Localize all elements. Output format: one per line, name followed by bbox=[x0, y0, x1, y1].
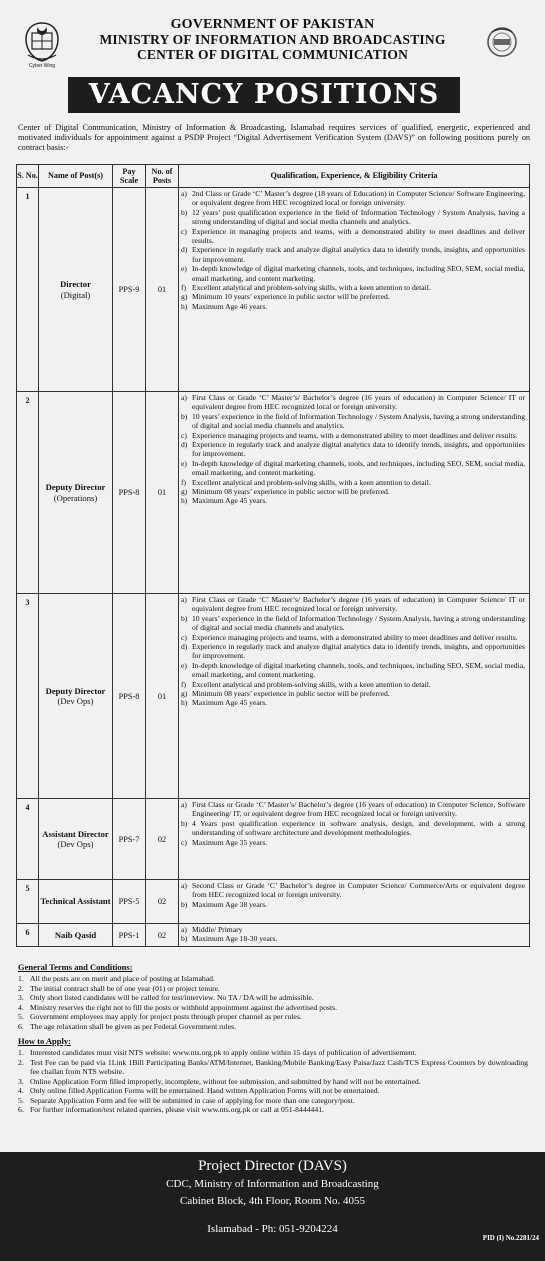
list-item: 2. Test Fee can be paid via 1Link 1Bill Participating Banks/ATM/Internet, Banking/Mobile Banking/Easy Paisa/Jazz Cash/TCS Express Counters by downloading fee challan from NTS website. bbox=[18, 1057, 528, 1076]
criteria-text: Experience in regularly track and analyze digital analytics data to identify trends, insights, and opportunities for improvement. bbox=[192, 245, 525, 264]
list-item-text: All the posts are on merit and place of posting at Islamabad. bbox=[30, 974, 215, 983]
list-item-text: Ministry reserves the right not to fill the posts or withhold appointment against the advertised posts. bbox=[30, 1002, 338, 1012]
criteria-text: Minimum 08 years’ experience in public sector will be preferred. bbox=[192, 487, 390, 497]
criteria-item bbox=[181, 642, 525, 661]
criteria-text: 4 Years post qualification experience in software analysis, design, and development, with a strong understanding of software architecture and development methodologies. bbox=[192, 818, 525, 838]
criteria-item bbox=[181, 614, 525, 633]
post-subtitle: (Dev Ops) bbox=[57, 839, 94, 849]
vacancy-table bbox=[16, 164, 530, 947]
table-row bbox=[17, 594, 530, 799]
serial-number: 2 bbox=[17, 392, 39, 594]
criteria-marker: g) bbox=[181, 487, 188, 497]
list-item-text: Only online filled Application Forms will be entertained. Hand written Application Forms will not be entertained. bbox=[30, 1086, 380, 1095]
terms-title: General Terms and Conditions: bbox=[18, 962, 133, 972]
criteria-marker: b) bbox=[181, 207, 188, 217]
criteria-item bbox=[181, 680, 525, 689]
terms-list bbox=[18, 974, 528, 1031]
criteria-item bbox=[181, 496, 525, 505]
criteria-text: Minimum 08 years’ experience in public sector will be preferred. bbox=[192, 689, 390, 699]
criteria-text: In-depth knowledge of digital marketing channels, tools, and techniques, including SEO, SEM, social media, email marketing, and content marketing. bbox=[192, 264, 525, 283]
vacancy-table-body bbox=[17, 188, 530, 947]
criteria-marker: a) bbox=[181, 393, 187, 402]
criteria-text: Experience managing projects and teams, with a demonstrated ability to meet deadlines and deliver results. bbox=[192, 632, 518, 642]
footer-line-2: Cabinet Block, 4th Floor, Room No. 4055 bbox=[179, 1195, 366, 1207]
criteria-item bbox=[181, 412, 525, 431]
criteria-marker: e) bbox=[181, 264, 187, 274]
post-name-cell bbox=[39, 799, 113, 880]
post-name-cell bbox=[39, 392, 113, 594]
post-subtitle: (Operations) bbox=[53, 492, 98, 503]
criteria-item bbox=[181, 633, 525, 642]
criteria-item bbox=[181, 487, 525, 496]
criteria-cell bbox=[179, 594, 530, 799]
criteria-text: Experience in regularly track and analyze digital analytics data to identify trends, insights, and opportunities for improvement. bbox=[192, 440, 525, 459]
criteria-item bbox=[181, 881, 525, 900]
header bbox=[0, 0, 545, 74]
criteria-text: Minimum 10 years’ experience in public sector will be preferred. bbox=[192, 292, 390, 302]
criteria-item bbox=[181, 393, 525, 412]
criteria-cell bbox=[179, 392, 530, 594]
pay-scale: PPS-8 bbox=[113, 594, 146, 799]
criteria-text: Experience in managing projects and teams, with a demonstrated ability to meet deadlines and deliver results. bbox=[192, 226, 525, 246]
criteria-item bbox=[181, 800, 525, 819]
criteria-item bbox=[181, 292, 525, 301]
criteria-item bbox=[181, 838, 525, 847]
serial-number: 4 bbox=[17, 799, 39, 880]
criteria-marker: d) bbox=[181, 245, 188, 255]
list-item-text: The initial contract shall be of one year (01) or project tenure. bbox=[30, 983, 220, 993]
col-header-scale: Pay Scale bbox=[113, 165, 146, 188]
criteria-text: Middle/ Primary bbox=[192, 925, 243, 934]
cdc-logo-icon bbox=[480, 26, 524, 58]
list-item: 5. Government employees may apply for project posts through proper channel as per rules. bbox=[18, 1012, 528, 1022]
criteria-item bbox=[181, 478, 525, 487]
criteria-text: 12 years’ post qualification experience in the field of Information Technology / System Analysis, having a strong understanding of digital and social media channels and analytics. bbox=[192, 207, 525, 227]
footer-line-1: CDC, Ministry of Information and Broadcasting bbox=[166, 1178, 379, 1190]
list-item-text: Test Fee can be paid via 1Link 1Bill Participating Banks/ATM/Internet, Banking/Mobile Banking/Easy Paisa/Jazz Cash/TCS Express Counters by downloading fee challan from NTS website. bbox=[30, 1057, 528, 1076]
list-item: 4. Ministry reserves the right not to fill the posts or withhold appointment against the advertised posts. bbox=[18, 1003, 528, 1013]
serial-number: 5 bbox=[17, 880, 39, 924]
pay-scale: PPS-8 bbox=[113, 392, 146, 594]
criteria-item bbox=[181, 440, 525, 459]
list-item-text: Separate Application Form and fee will be submitted in case of applying for more than one category/post. bbox=[30, 1095, 355, 1105]
criteria-marker: h) bbox=[181, 496, 188, 506]
criteria-marker: b) bbox=[181, 899, 188, 909]
criteria-item bbox=[181, 595, 525, 614]
list-item-text: For further information/test related queries, please visit www.nts.org.pk or call at 051-8444441. bbox=[30, 1105, 324, 1114]
criteria-text: Excellent analytical and problem-solving skills, with a keen attention to detail. bbox=[192, 477, 431, 487]
pay-scale: PPS-7 bbox=[113, 799, 146, 880]
number-of-posts: 01 bbox=[146, 392, 179, 594]
criteria-text: Maximum Age 18-30 years. bbox=[192, 934, 278, 944]
criteria-cell bbox=[179, 799, 530, 880]
apply-list bbox=[18, 1048, 528, 1115]
footer-line-3: Islamabad - Ph: 051-9204224 bbox=[207, 1223, 338, 1235]
criteria-text: Excellent analytical and problem-solving skills, with a keen attention to detail. bbox=[192, 283, 431, 293]
criteria-cell bbox=[179, 880, 530, 924]
criteria-marker: f) bbox=[181, 477, 187, 487]
contact-footer bbox=[0, 1152, 545, 1261]
criteria-marker: c) bbox=[181, 632, 187, 642]
post-title: Deputy Director bbox=[45, 685, 106, 696]
criteria-marker: b) bbox=[181, 818, 188, 828]
criteria-item bbox=[181, 689, 525, 698]
criteria-item bbox=[181, 900, 525, 909]
number-of-posts: 01 bbox=[146, 594, 179, 799]
header-line-3: CENTER OF DIGITAL COMMUNICATION bbox=[136, 47, 409, 62]
list-item: 4. Only online filled Application Forms will be entertained. Hand written Application Forms will not be entertained. bbox=[18, 1086, 528, 1096]
serial-number: 1 bbox=[17, 188, 39, 392]
list-item-text: Government employees may apply for project posts through proper channel as per rules. bbox=[30, 1012, 302, 1021]
criteria-marker: c) bbox=[181, 837, 187, 847]
pid-number: PID (I) No.2281/24 bbox=[482, 1234, 539, 1242]
pay-scale: PPS-1 bbox=[113, 924, 146, 947]
criteria-text: Maximum Age 38 years. bbox=[192, 899, 268, 909]
criteria-text: Excellent analytical and problem-solving skills, with a keen attention to detail. bbox=[192, 679, 431, 689]
list-item: 6. The age relaxation shall be given as per Federal Government rules. bbox=[18, 1022, 528, 1032]
cyber-wing-caption: Cyber Wing bbox=[28, 63, 56, 69]
criteria-text: In-depth knowledge of digital marketing channels, tools, and techniques, including SEO, SEM, social media, email marketing, and content marketing. bbox=[192, 660, 525, 680]
criteria-list bbox=[179, 924, 529, 944]
criteria-item bbox=[181, 189, 525, 208]
criteria-item bbox=[181, 819, 525, 838]
criteria-marker: h) bbox=[181, 301, 188, 311]
list-item: 5. Separate Application Form and fee will be submitted in case of applying for more than one category/post. bbox=[18, 1096, 528, 1106]
criteria-marker: f) bbox=[181, 283, 187, 293]
criteria-marker: g) bbox=[181, 689, 188, 699]
criteria-item bbox=[181, 431, 525, 440]
criteria-text: Experience in regularly track and analyze digital analytics data to identify trends, insights, and opportunities for improvement. bbox=[192, 642, 525, 661]
criteria-list bbox=[179, 392, 529, 506]
pay-scale: PPS-5 bbox=[113, 880, 146, 924]
criteria-marker: e) bbox=[181, 660, 187, 670]
intro-paragraph: Center of Digital Communication, Ministry of Information & Broadcasting, Islamabad requires services of qualified, energetic, experienced and motivated individuals for appointment against a PSDP Project “Digital Advertisement Verification System (DAVS)” on following positions purely on contract basis:- bbox=[18, 123, 530, 152]
list-item-text: The age relaxation shall be given as per Federal Government rules. bbox=[30, 1021, 236, 1031]
criteria-list bbox=[179, 799, 529, 847]
post-name-cell bbox=[39, 594, 113, 799]
criteria-text: 2nd Class or Grade ‘C’ Master’s degree (18 years of Education) in Computer Science/ Software Engineering, or equivalent degree from HEC recognized local or foreign university. bbox=[192, 189, 525, 208]
table-row bbox=[17, 880, 530, 924]
post-name-cell bbox=[39, 880, 113, 924]
serial-number: 3 bbox=[17, 594, 39, 799]
criteria-item bbox=[181, 698, 525, 707]
list-item-text: Online Application Form filled improperly, incomplete, without fee submission, and submitted by hand will not be entertained. bbox=[30, 1076, 421, 1086]
criteria-text: 10 years’ experience in the field of Information Technology / System Analysis, having a strong understanding of digital and social media channels and analytics. bbox=[192, 411, 525, 431]
criteria-text: Second Class or Grade ‘C’ Bachelor’s degree in Computer Science/ Commerce/Arts or equivalent degree from HEC recognized local or foreign university. bbox=[192, 881, 525, 900]
criteria-marker: a) bbox=[181, 925, 187, 934]
number-of-posts: 02 bbox=[146, 880, 179, 924]
criteria-item bbox=[181, 934, 525, 943]
criteria-list bbox=[179, 594, 529, 708]
criteria-item bbox=[181, 283, 525, 292]
list-item: 1. Interested candidates must visit NTS website: www.nts.org.pk to apply online within 15 days of publication of advertisement. bbox=[18, 1048, 528, 1058]
number-of-posts: 01 bbox=[146, 188, 179, 392]
criteria-marker: a) bbox=[181, 881, 187, 890]
criteria-text: Maximum Age 45 years. bbox=[192, 496, 268, 506]
criteria-item bbox=[181, 264, 525, 283]
criteria-item bbox=[181, 925, 525, 934]
post-title: Naib Qasid bbox=[54, 929, 97, 940]
criteria-marker: b) bbox=[181, 934, 188, 944]
criteria-marker: a) bbox=[181, 800, 187, 809]
criteria-text: First Class or Grade ‘C’ Master’s/ Bachelor’s degree (16 years of education) in Computer Science, Software Engineering/ IT, or equivalent degree from HEC recognized local or foreign university. bbox=[192, 800, 525, 819]
header-line-2: MINISTRY OF INFORMATION AND BROADCASTING bbox=[99, 32, 446, 47]
criteria-marker: d) bbox=[181, 440, 188, 450]
criteria-item bbox=[181, 227, 525, 246]
criteria-marker: a) bbox=[181, 595, 187, 604]
criteria-text: Maximum Age 35 years. bbox=[192, 837, 268, 847]
criteria-marker: d) bbox=[181, 642, 188, 652]
table-header-row bbox=[17, 165, 530, 188]
serial-number: 6 bbox=[17, 924, 39, 947]
post-name-cell bbox=[39, 924, 113, 947]
number-of-posts: 02 bbox=[146, 799, 179, 880]
criteria-list bbox=[179, 188, 529, 311]
post-title: Deputy Director bbox=[45, 482, 106, 492]
criteria-cell bbox=[179, 188, 530, 392]
list-item: 1. All the posts are on merit and place of posting at Islamabad. bbox=[18, 974, 528, 984]
post-subtitle: (Digital) bbox=[60, 289, 91, 300]
list-item: 3. Only short listed candidates will be called for test/interview. No TA / DA will be admissible. bbox=[18, 993, 528, 1003]
criteria-cell bbox=[179, 924, 530, 947]
vacancy-banner: VACANCY POSITIONS bbox=[68, 77, 460, 113]
criteria-item bbox=[181, 302, 525, 311]
table-row bbox=[17, 924, 530, 947]
post-title: Assistant Director bbox=[42, 828, 109, 839]
list-item-text: Only short listed candidates will be called for test/interview. No TA / DA will be admissible. bbox=[30, 993, 314, 1002]
pay-scale: PPS-9 bbox=[113, 188, 146, 392]
criteria-marker: h) bbox=[181, 698, 188, 708]
list-item: 6. For further information/test related queries, please visit www.nts.org.pk or call at 051-8444441. bbox=[18, 1105, 528, 1115]
footer-title: Project Director (DAVS) bbox=[198, 1158, 347, 1174]
col-header-criteria: Qualification, Experience, & Eligibility Criteria bbox=[179, 165, 530, 188]
criteria-list bbox=[179, 880, 529, 909]
col-header-sno: S. No. bbox=[17, 165, 39, 188]
criteria-marker: g) bbox=[181, 292, 188, 302]
col-header-posts: No. of Posts bbox=[146, 165, 179, 188]
list-item: 2. The initial contract shall be of one year (01) or project tenure. bbox=[18, 984, 528, 994]
number-of-posts: 02 bbox=[146, 924, 179, 947]
table-row bbox=[17, 392, 530, 594]
list-item: 3. Online Application Form filled improperly, incomplete, without fee submission, and submitted by hand will not be entertained. bbox=[18, 1077, 528, 1087]
post-title: Director bbox=[60, 279, 91, 289]
header-line-1: GOVERNMENT OF PAKISTAN bbox=[170, 17, 375, 32]
criteria-marker: c) bbox=[181, 226, 187, 236]
criteria-marker: f) bbox=[181, 679, 187, 689]
apply-title: How to Apply: bbox=[18, 1036, 71, 1046]
criteria-marker: a) bbox=[181, 189, 187, 198]
criteria-text: 10 years’ experience in the field of Information Technology / System Analysis, having a strong understanding of digital and social media channels and analytics. bbox=[192, 613, 525, 633]
post-name-cell bbox=[39, 188, 113, 392]
criteria-text: Maximum Age 46 years. bbox=[192, 301, 268, 311]
post-subtitle: (Dev Ops) bbox=[57, 696, 94, 706]
col-header-post: Name of Post(s) bbox=[39, 165, 113, 188]
criteria-item bbox=[181, 208, 525, 227]
criteria-item bbox=[181, 459, 525, 478]
criteria-item bbox=[181, 661, 525, 680]
criteria-marker: b) bbox=[181, 613, 188, 623]
criteria-text: In-depth knowledge of digital marketing channels, tools, and techniques, including SEO, SEM, social media, email marketing, and content marketing. bbox=[192, 458, 525, 478]
criteria-marker: c) bbox=[181, 430, 187, 440]
table-row bbox=[17, 188, 530, 392]
post-title: Technical Assistant bbox=[40, 896, 111, 907]
criteria-text: Maximum Age 45 years. bbox=[192, 698, 268, 708]
criteria-text: Experience managing projects and teams, with a demonstrated ability to meet deadlines and deliver results. bbox=[192, 430, 518, 440]
criteria-text: First Class or Grade ‘C’ Master’s/ Bachelor’s degree (16 years of education) in Computer Science/ IT or equivalent degree from HEC recognized local or foreign university. bbox=[192, 595, 525, 614]
list-item-text: Interested candidates must visit NTS website: www.nts.org.pk to apply online within 15 days of publication of advertisement. bbox=[30, 1048, 417, 1057]
criteria-marker: e) bbox=[181, 458, 187, 468]
table-row bbox=[17, 799, 530, 880]
criteria-marker: b) bbox=[181, 411, 188, 421]
criteria-text: First Class or Grade ‘C’ Master’s/ Bachelor’s degree (16 years of education) in Computer Science/ IT or equivalent degree from HEC recognized local or foreign university. bbox=[192, 393, 525, 412]
criteria-item bbox=[181, 245, 525, 264]
